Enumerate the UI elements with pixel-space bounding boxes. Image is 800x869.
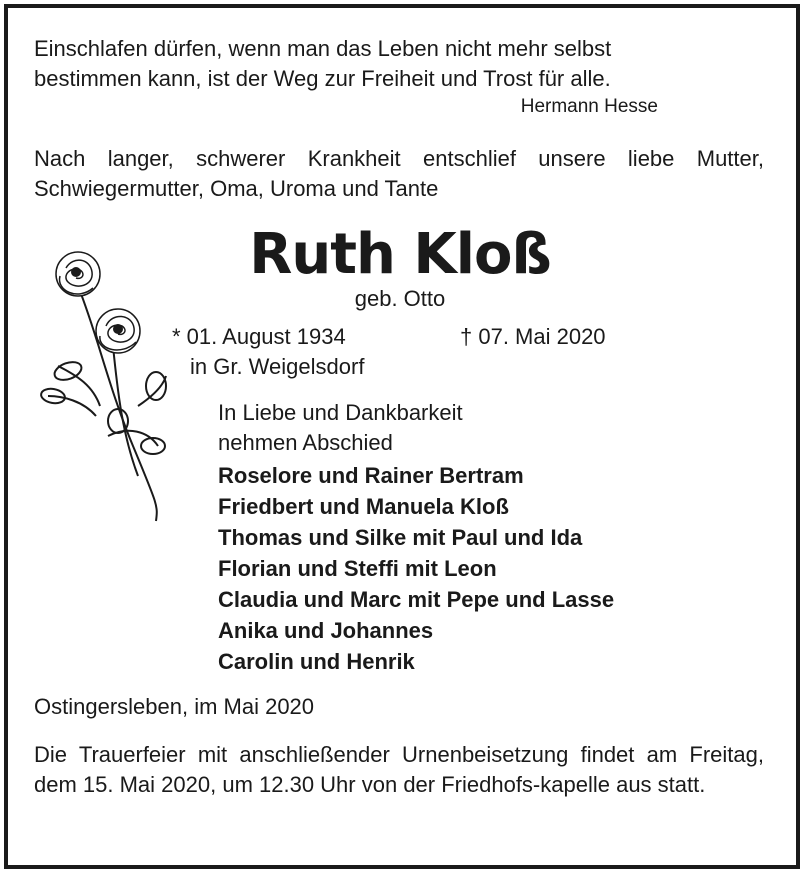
family-member: Anika und Johannes xyxy=(218,618,434,643)
family-list xyxy=(218,460,614,677)
birth-date: * 01. August 1934 xyxy=(172,324,346,349)
deceased-name: Ruth Kloß xyxy=(249,222,551,287)
maiden-name: geb. Otto xyxy=(354,286,446,311)
intro-text: Nach langer, schwerer Krankheit entschlief unsere liebe Mutter, Schwiegermutter, Oma, Uroma und Tante xyxy=(34,146,764,201)
location-date: Ostingersleben, im Mai 2020 xyxy=(34,694,315,719)
farewell-text xyxy=(218,398,463,458)
farewell-line-1: In Liebe und Dankbarkeit xyxy=(218,400,463,425)
quote xyxy=(34,34,611,94)
family-member: Friedbert und Manuela Kloß xyxy=(218,494,509,519)
funeral-notice: Die Trauerfeier mit anschließender Urnenbeisetzung findet am Freitag, dem 15. Mai 2020, um 12.30 Uhr von der Friedhofs-kapelle aus statt. xyxy=(34,742,764,797)
birthplace: in Gr. Weigelsdorf xyxy=(190,354,365,379)
family-member: Roselore und Rainer Bertram xyxy=(218,463,524,488)
quote-author: Hermann Hesse xyxy=(520,96,658,117)
family-member: Carolin und Henrik xyxy=(218,649,415,674)
family-member: Thomas und Silke mit Paul und Ida xyxy=(218,525,583,550)
quote-line-2: bestimmen kann, ist der Weg zur Freiheit und Trost für alle. xyxy=(34,66,611,91)
death-date: † 07. Mai 2020 xyxy=(460,324,606,349)
farewell-line-2: nehmen Abschied xyxy=(218,430,393,455)
family-member: Florian und Steffi mit Leon xyxy=(218,556,497,581)
quote-line-1: Einschlafen dürfen, wenn man das Leben nicht mehr selbst xyxy=(34,36,612,61)
family-member: Claudia und Marc mit Pepe und Lasse xyxy=(218,587,615,612)
